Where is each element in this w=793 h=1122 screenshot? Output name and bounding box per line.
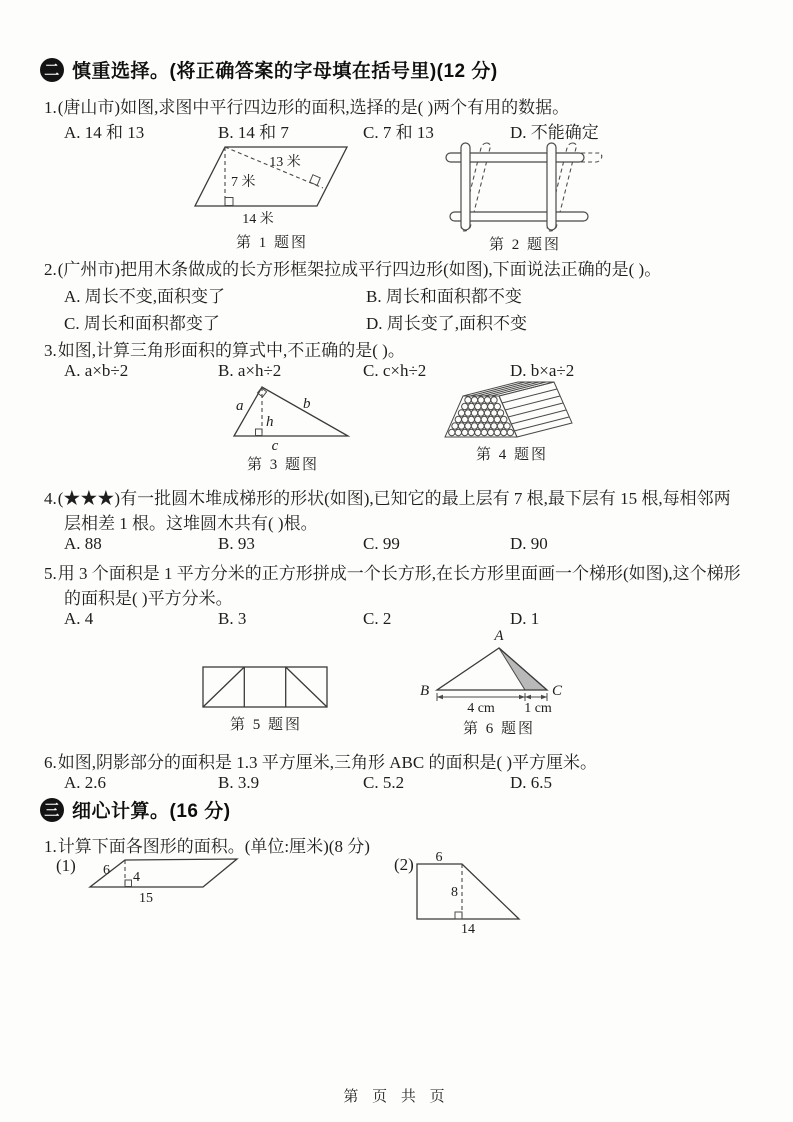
parallelogram-diagram <box>182 140 362 230</box>
question-5-line2: 的面积是( )平方分米。 <box>64 589 233 608</box>
option-d: D. 不能确定 <box>510 123 599 142</box>
option-c: C. c×h÷2 <box>363 361 427 380</box>
diagonal-label: 13 米 <box>269 155 301 170</box>
figure-q6-triangle-abc <box>416 624 582 738</box>
vertex-b-label: B <box>420 683 430 699</box>
question-3-options <box>64 361 574 381</box>
question-3-line: 如图,计算三角形面积的算式中,不正确的是( )。 <box>57 341 405 360</box>
question-1-number: 1. <box>44 98 57 117</box>
question-4-text-line1 <box>44 484 731 509</box>
question-5-number: 5. <box>44 564 57 583</box>
calc-figure-2-trapezoid <box>412 852 527 936</box>
question-3-number: 3. <box>44 341 57 360</box>
question-1-text <box>44 93 569 118</box>
calc-instruction-number: 1. <box>44 837 57 856</box>
height-4-label: 4 <box>133 870 140 885</box>
figure-q4-log-pile <box>432 380 592 464</box>
question-5-text-line2 <box>64 584 233 609</box>
question-2-text <box>44 255 661 280</box>
question-4-line2: 层相差 1 根。这堆圆木共有( )根。 <box>64 514 318 533</box>
question-1-line: (唐山市)如图,求图中平行四边形的面积,选择的是( )两个有用的数据。 <box>57 98 570 117</box>
figure-q2-frame <box>444 140 606 254</box>
question-5-text-line1 <box>44 559 741 584</box>
triangle-diagram <box>203 382 363 452</box>
squares-trapezoid-diagram <box>200 662 332 712</box>
base-14-label: 14 <box>461 922 475 937</box>
option-d: D. b×a÷2 <box>510 361 575 380</box>
figure-2-caption: 第 2 题图 <box>488 237 561 253</box>
calc-fig2-label: (2) <box>394 855 414 874</box>
calc-parallelogram-diagram <box>86 854 246 904</box>
vertex-a-label: A <box>494 628 504 644</box>
question-4-line1: (★★★)有一批圆木堆成梯形的形状(如图),已知它的最上层有 7 根,最下层有 15 根,每相邻两 <box>57 489 731 508</box>
height-h-label: h <box>266 414 274 430</box>
section-calc-title: 细心计算。(16 分) <box>72 801 231 822</box>
question-4-text-line2 <box>64 509 318 534</box>
question-5-line1: 用 3 个面积是 1 平方分米的正方形拼成一个长方形,在长方形里面画一个梯形(如图),这个梯形 <box>57 564 741 583</box>
option-a: A. 14 和 13 <box>64 123 145 142</box>
figure-4-caption: 第 4 题图 <box>475 447 548 463</box>
option-c: C. 2 <box>363 609 392 628</box>
section-two-circle-icon: 二 <box>40 58 64 82</box>
top-6-label: 6 <box>435 850 443 865</box>
calc-trapezoid-diagram <box>412 852 527 936</box>
figure-5-caption: 第 5 题图 <box>229 717 302 733</box>
question-3-text <box>44 336 405 361</box>
option-d: D. 1 <box>510 609 540 628</box>
option-d: D. 6.5 <box>510 773 553 792</box>
option-a: A. a×b÷2 <box>64 361 129 380</box>
option-d: D. 周长变了,面积不变 <box>366 314 528 333</box>
figure-1-caption: 第 1 题图 <box>235 235 308 251</box>
figure-q5-squares <box>200 662 332 734</box>
question-2-number: 2. <box>44 260 57 279</box>
option-c: C. 7 和 13 <box>363 123 434 142</box>
question-2-options-row2 <box>64 309 527 334</box>
question-2-line: (广州市)把用木条做成的长方形框架拉成平行四边形(如图),下面说法正确的是( )。 <box>57 260 662 279</box>
question-6-text <box>44 748 597 773</box>
question-4-options <box>64 534 548 554</box>
figure-3-caption: 第 3 题图 <box>246 457 319 473</box>
option-b: B. 3.9 <box>218 773 260 792</box>
base-15-label: 15 <box>139 891 153 906</box>
section-three-circle-icon: 三 <box>40 798 64 822</box>
page-footer: 第 页 共 页 <box>343 1089 450 1105</box>
frame-diagram <box>444 140 606 232</box>
figure-q1-parallelogram <box>182 140 362 252</box>
base-label: 14 米 <box>242 212 274 227</box>
question-2-options-row1 <box>64 282 522 307</box>
calc-figure-1-parallelogram <box>86 854 246 904</box>
question-6-line: 如图,阴影部分的面积是 1.3 平方厘米,三角形 ABC 的面积是( )平方厘米。 <box>57 753 598 772</box>
figure-6-caption: 第 6 题图 <box>462 721 535 737</box>
triangle-abc-diagram <box>416 624 582 716</box>
question-6-options <box>64 773 552 793</box>
question-4-number: 4. <box>44 489 57 508</box>
side-a-label: a <box>236 398 244 414</box>
segment-4cm-label: 4 cm <box>467 701 495 716</box>
option-b: B. 14 和 7 <box>218 123 289 142</box>
question-6-number: 6. <box>44 753 57 772</box>
calc-fig1-label: (1) <box>56 856 76 875</box>
option-a: A. 2.6 <box>64 773 107 792</box>
option-a: A. 周长不变,面积变了 <box>64 287 226 306</box>
segment-1cm-label: 1 cm <box>524 701 552 716</box>
section-choice-header <box>40 56 498 83</box>
side-b-label: b <box>303 396 311 412</box>
figure-q3-triangle <box>203 382 363 474</box>
vertex-c-label: C <box>552 683 563 699</box>
log-pile-diagram <box>437 380 587 442</box>
section-calc-header <box>40 796 231 823</box>
option-c: C. 5.2 <box>363 773 405 792</box>
option-b: B. 93 <box>218 534 255 553</box>
option-c: C. 99 <box>363 534 400 553</box>
height-label: 7 米 <box>231 175 256 190</box>
section-choice-title: 慎重选择。(将正确答案的字母填在括号里)(12 分) <box>72 61 498 82</box>
option-a: A. 88 <box>64 534 102 553</box>
option-b: B. a×h÷2 <box>218 361 282 380</box>
option-b: B. 周长和面积都不变 <box>366 287 522 306</box>
side-6-label: 6 <box>103 863 110 878</box>
option-a: A. 4 <box>64 609 94 628</box>
base-c-label: c <box>271 438 279 454</box>
calc-instruction-text: 计算下面各图形的面积。(单位:厘米)(8 分) <box>57 837 370 856</box>
option-d: D. 90 <box>510 534 548 553</box>
option-b: B. 3 <box>218 609 247 628</box>
height-8-label: 8 <box>451 885 458 900</box>
option-c: C. 周长和面积都变了 <box>64 314 220 333</box>
